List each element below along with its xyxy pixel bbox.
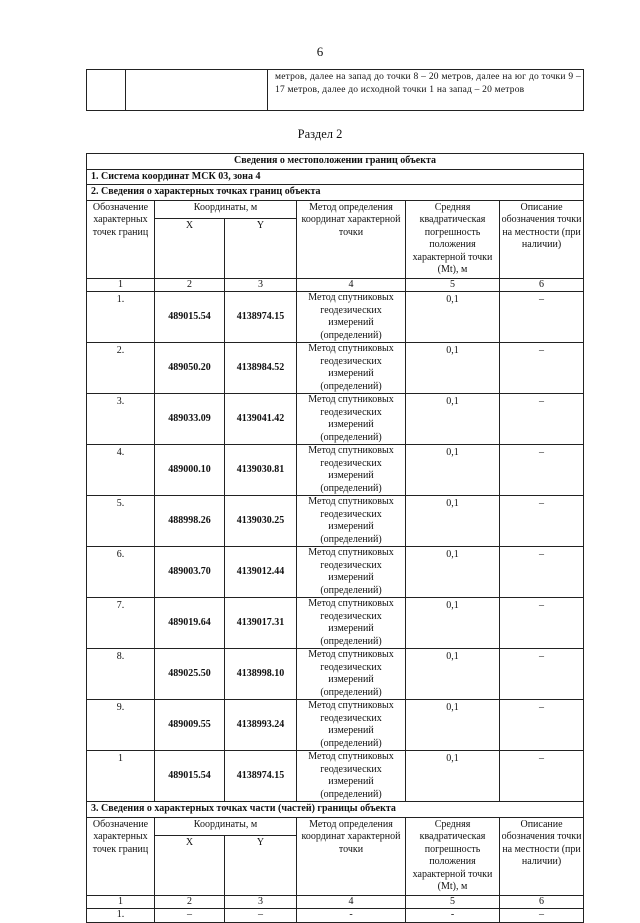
point-row <box>87 598 584 649</box>
y-coordinate: 4138974.15 <box>225 751 297 802</box>
point-row <box>87 343 584 394</box>
col-number: 1 <box>87 278 155 292</box>
x-coordinate: 489025.50 <box>155 649 225 700</box>
error: 0,1 <box>406 649 500 700</box>
point-label: 6. <box>87 547 155 598</box>
header-point: Обозначение характерных точек границ <box>87 200 155 278</box>
error: 0,1 <box>406 343 500 394</box>
x-coordinate: 489003.70 <box>155 547 225 598</box>
x-coordinate: 489009.55 <box>155 700 225 751</box>
y-coordinate: 4138984.52 <box>225 343 297 394</box>
error: 0,1 <box>406 751 500 802</box>
description: – <box>500 909 584 923</box>
point-row <box>87 700 584 751</box>
col-number: 5 <box>406 278 500 292</box>
y-coordinate: 4139041.42 <box>225 394 297 445</box>
x-coordinate: 489033.09 <box>155 394 225 445</box>
description: – <box>500 292 584 343</box>
method: Метод спутниковых геодезических измерений (определений) <box>297 751 406 802</box>
continuation-empty-cell-1 <box>87 70 126 111</box>
point-label: 4. <box>87 445 155 496</box>
point-row <box>87 445 584 496</box>
x-coordinate: 489050.20 <box>155 343 225 394</box>
method: Метод спутниковых геодезических измерений (определений) <box>297 343 406 394</box>
col-number: 3 <box>225 895 297 909</box>
error: 0,1 <box>406 700 500 751</box>
column-numbers-row <box>87 278 584 292</box>
continuation-table <box>86 69 584 111</box>
error: 0,1 <box>406 445 500 496</box>
continuation-text: метров, далее на запад до точки 8 – 20 метров, далее на юг до точки 9 – 17 метров, далее до исходной точки 1 на запад – 20 метров <box>268 70 584 111</box>
y-coordinate: – <box>225 909 297 923</box>
header-description: Описание обозначения точки на местности (при наличии) <box>500 200 584 278</box>
description: – <box>500 343 584 394</box>
continuation-empty-cell-2 <box>126 70 268 111</box>
col-number: 4 <box>297 278 406 292</box>
col-number: 4 <box>297 895 406 909</box>
col-number: 5 <box>406 895 500 909</box>
method: Метод спутниковых геодезических измерений (определений) <box>297 547 406 598</box>
page-number: 6 <box>316 44 324 59</box>
header-coords: Координаты, м <box>155 200 297 218</box>
error: 0,1 <box>406 598 500 649</box>
error: 0,1 <box>406 547 500 598</box>
header-error: Средняя квадратическая погрешность положения характерной точки (Mt), м <box>406 817 500 895</box>
x-coordinate: 489015.54 <box>155 292 225 343</box>
x-coordinate: 489015.54 <box>155 751 225 802</box>
error: 0,1 <box>406 496 500 547</box>
point-label: 3. <box>87 394 155 445</box>
coordinate-system: 1. Система координат МСК 03, зона 4 <box>87 169 584 185</box>
description: – <box>500 751 584 802</box>
col-number: 2 <box>155 895 225 909</box>
method: Метод спутниковых геодезических измерений (определений) <box>297 598 406 649</box>
error: 0,1 <box>406 292 500 343</box>
error: - <box>406 909 500 923</box>
method: Метод спутниковых геодезических измерений (определений) <box>297 700 406 751</box>
x-coordinate: 488998.26 <box>155 496 225 547</box>
method: Метод спутниковых геодезических измерений (определений) <box>297 292 406 343</box>
col-number: 6 <box>500 895 584 909</box>
col-number: 6 <box>500 278 584 292</box>
point-label: 2. <box>87 343 155 394</box>
y-coordinate: 4138998.10 <box>225 649 297 700</box>
header-error: Средняя квадратическая погрешность положения характерной точки (Mt), м <box>406 200 500 278</box>
point-row <box>87 547 584 598</box>
method: Метод спутниковых геодезических измерений (определений) <box>297 496 406 547</box>
method: - <box>297 909 406 923</box>
y-coordinate: 4139012.44 <box>225 547 297 598</box>
point-row <box>87 751 584 802</box>
boundary-table <box>86 153 584 923</box>
x-coordinate: 489019.64 <box>155 598 225 649</box>
point-label: 1. <box>87 909 155 923</box>
header-method: Метод определения координат характерной точки <box>297 200 406 278</box>
header-coords: Координаты, м <box>155 817 297 835</box>
method: Метод спутниковых геодезических измерений (определений) <box>297 649 406 700</box>
col-number: 1 <box>87 895 155 909</box>
header-y: Y <box>225 218 297 278</box>
table-title: Сведения о местоположении границ объекта <box>87 154 584 170</box>
point-row <box>87 394 584 445</box>
col-number: 3 <box>225 278 297 292</box>
method: Метод спутниковых геодезических измерений (определений) <box>297 394 406 445</box>
header-x: X <box>155 218 225 278</box>
method: Метод спутниковых геодезических измерений (определений) <box>297 445 406 496</box>
point-label: 9. <box>87 700 155 751</box>
point-row <box>87 649 584 700</box>
description: – <box>500 445 584 496</box>
part3-title: 3. Сведения о характерных точках части (частей) границы объекта <box>87 802 584 818</box>
col-number: 2 <box>155 278 225 292</box>
point-label: 7. <box>87 598 155 649</box>
y-coordinate: 4139030.81 <box>225 445 297 496</box>
description: – <box>500 394 584 445</box>
header-y: Y <box>225 835 297 895</box>
header-point: Обозначение характерных точек границ <box>87 817 155 895</box>
section-title: Раздел 2 <box>297 127 343 141</box>
point-label: 1 <box>87 751 155 802</box>
description: – <box>500 496 584 547</box>
header-method: Метод определения координат характерной точки <box>297 817 406 895</box>
x-coordinate: 489000.10 <box>155 445 225 496</box>
x-coordinate: – <box>155 909 225 923</box>
header-description: Описание обозначения точки на местности (при наличии) <box>500 817 584 895</box>
column-numbers-row <box>87 895 584 909</box>
part3-row <box>87 909 584 923</box>
description: – <box>500 598 584 649</box>
point-label: 8. <box>87 649 155 700</box>
part2-title: 2. Сведения о характерных точках границ объекта <box>87 185 584 201</box>
header-x: X <box>155 835 225 895</box>
point-label: 1. <box>87 292 155 343</box>
y-coordinate: 4138993.24 <box>225 700 297 751</box>
description: – <box>500 547 584 598</box>
y-coordinate: 4138974.15 <box>225 292 297 343</box>
point-row <box>87 496 584 547</box>
error: 0,1 <box>406 394 500 445</box>
point-row <box>87 292 584 343</box>
description: – <box>500 649 584 700</box>
y-coordinate: 4139017.31 <box>225 598 297 649</box>
description: – <box>500 700 584 751</box>
point-label: 5. <box>87 496 155 547</box>
y-coordinate: 4139030.25 <box>225 496 297 547</box>
